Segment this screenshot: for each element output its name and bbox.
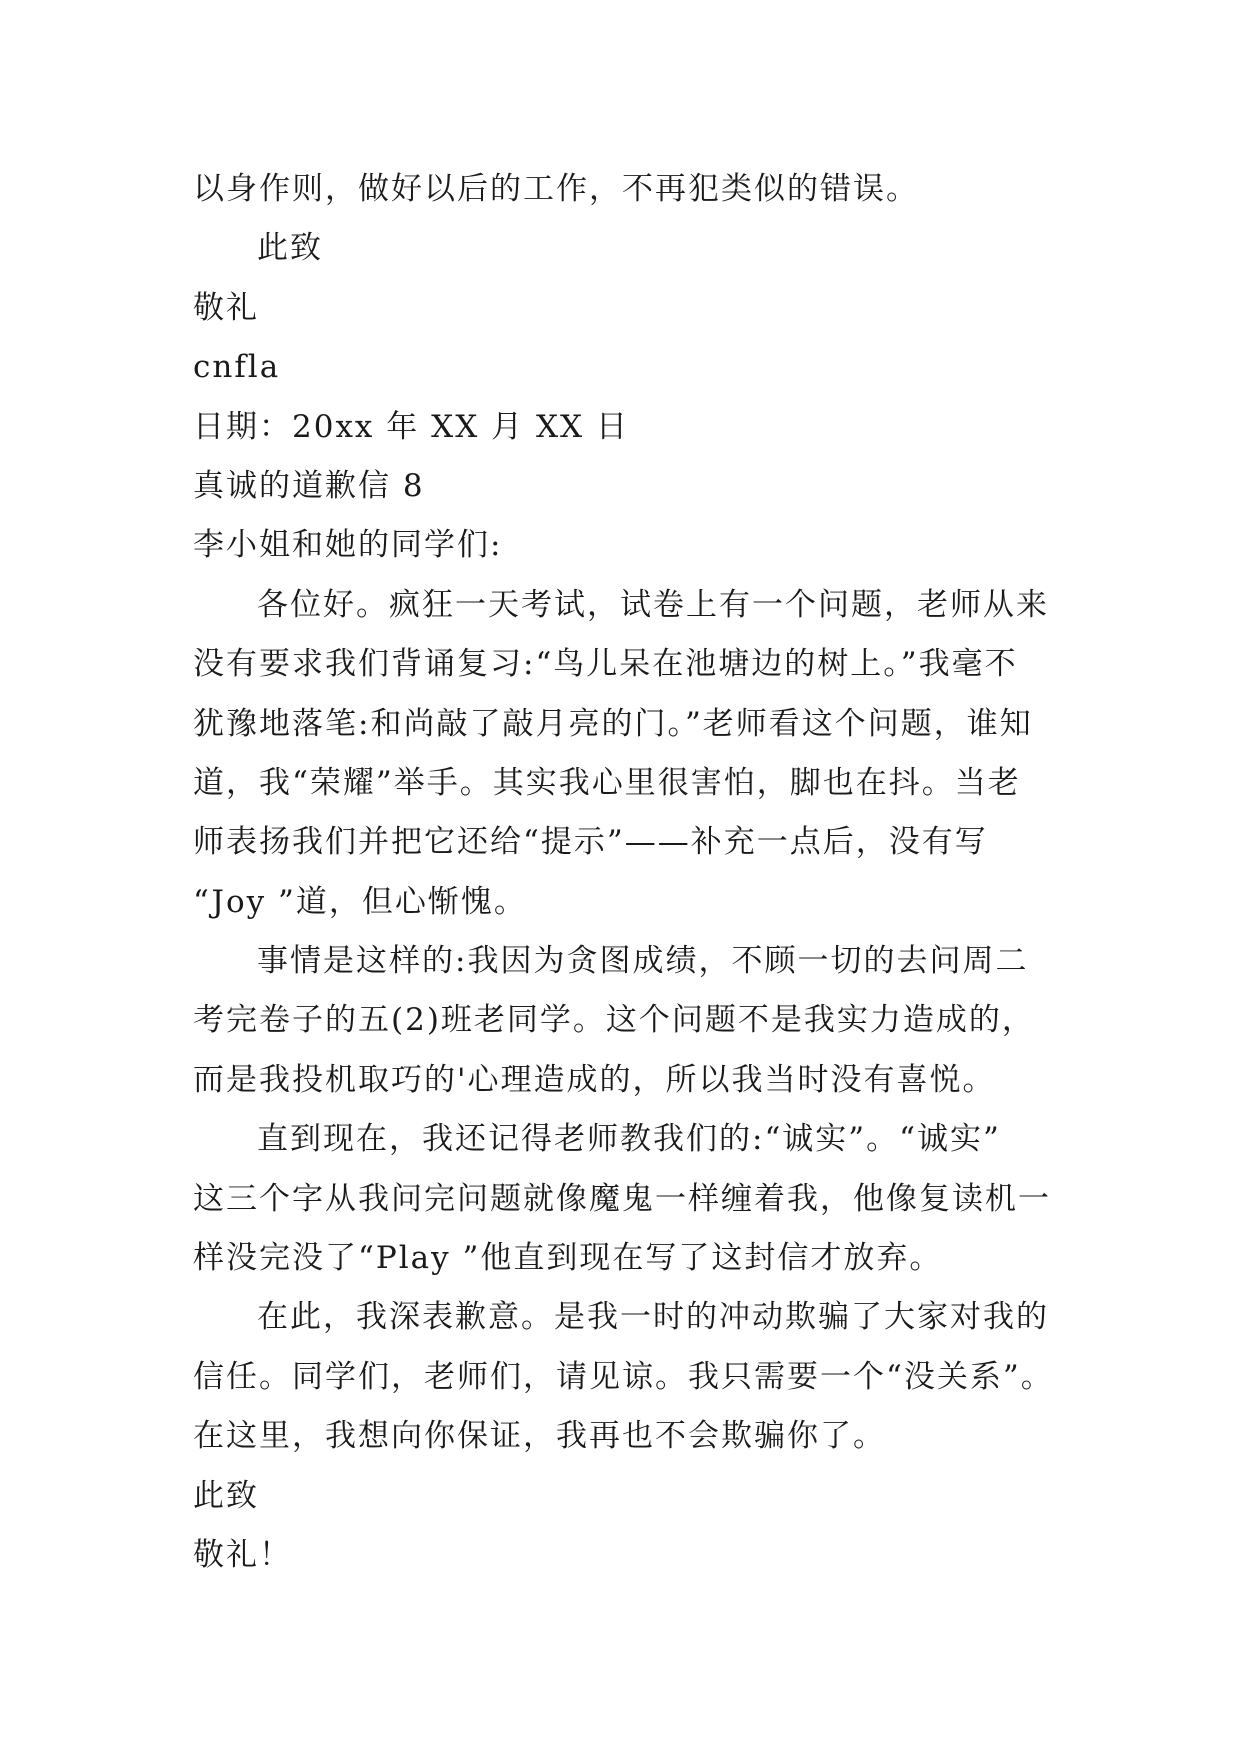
paragraph-line: 而是我投机取巧的'心理造成的，所以我当时没有喜悦。 bbox=[193, 1061, 996, 1098]
closing-line: 此致 bbox=[257, 230, 323, 267]
paragraph-line: 考完卷子的五(2)班老同学。这个问题不是我实力造成的， bbox=[193, 1002, 1035, 1039]
paragraph-line: 没有要求我们背诵复习:“鸟儿呆在池塘边的树上。”我毫不 bbox=[193, 646, 1018, 683]
paragraph-line: 这三个字从我问完问题就像魔鬼一样缠着我，他像复读机一 bbox=[193, 1180, 1051, 1217]
salutation-line: 敬礼！ bbox=[193, 1536, 292, 1573]
paragraph-line: 事情是这样的:我因为贪图成绩，不顾一切的去问周二 bbox=[257, 943, 1029, 980]
paragraph-line: 在这里，我想向你保证，我再也不会欺骗你了。 bbox=[193, 1418, 886, 1455]
paragraph-line: 道，我“荣耀”举手。其实我心里很害怕，脚也在抖。当老 bbox=[193, 764, 1021, 801]
date-line: 日期：20xx 年 XX 月 XX 日 bbox=[193, 408, 629, 445]
paragraph-line: 直到现在，我还记得老师教我们的:“诚实”。“诚实” bbox=[257, 1121, 1001, 1158]
paragraph-line: 在此，我深表歉意。是我一时的冲动欺骗了大家对我的 bbox=[257, 1299, 1049, 1336]
greeting-line: 李小姐和她的同学们: bbox=[193, 527, 503, 564]
signature-line: cnfla bbox=[193, 349, 281, 386]
letter-body bbox=[193, 160, 1093, 1585]
salutation-line: 敬礼 bbox=[193, 289, 259, 326]
section-title: 真诚的道歉信 8 bbox=[193, 467, 425, 504]
closing-line: 此致 bbox=[193, 1477, 259, 1514]
text-line: 以身作则，做好以后的工作，不再犯类似的错误。 bbox=[193, 171, 919, 207]
paragraph-line: “Joy ”道，但心惭愧。 bbox=[193, 883, 527, 920]
paragraph-line: 信任。同学们，老师们，请见谅。我只需要一个“没关系”。 bbox=[193, 1358, 1054, 1395]
paragraph-line: 师表扬我们并把它还给“提示”——补充一点后，没有写 bbox=[193, 824, 988, 861]
paragraph-line: 各位好。疯狂一天考试，试卷上有一个问题，老师从来 bbox=[257, 586, 1049, 623]
paragraph-line: 犹豫地落笔:和尚敲了敲月亮的门。”老师看这个问题，谁知 bbox=[193, 705, 1033, 742]
paragraph-line: 样没完没了“Play ”他直到现在写了这封信才放弃。 bbox=[193, 1240, 943, 1277]
